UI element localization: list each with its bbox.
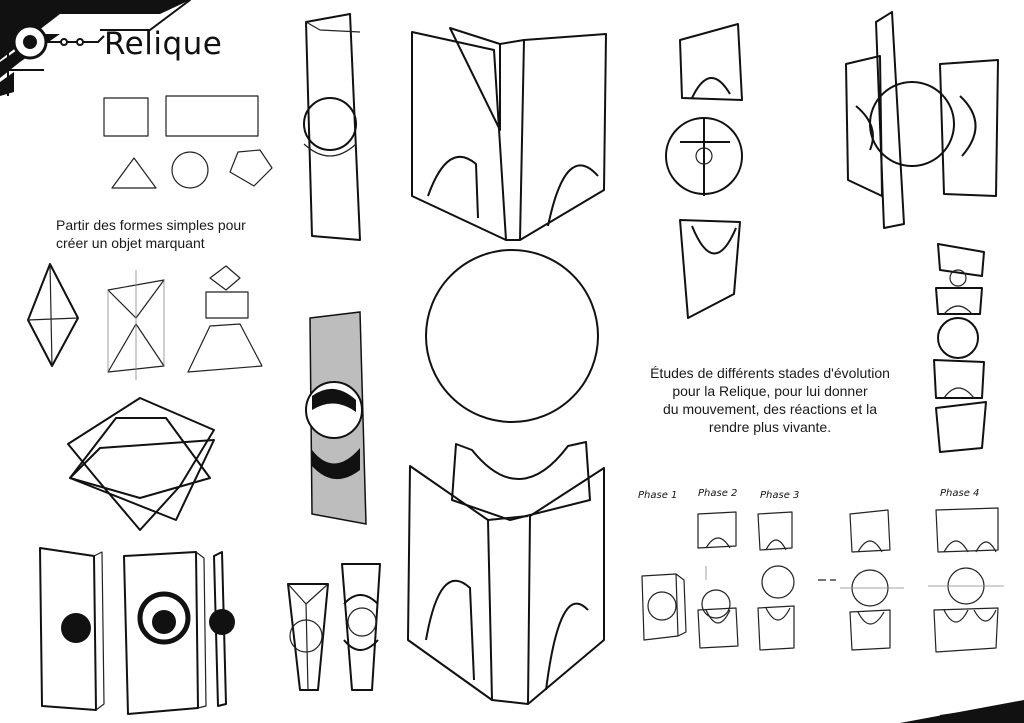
pillar-sketch-top bbox=[304, 14, 360, 240]
caption-line: Partir des formes simples pour bbox=[56, 217, 246, 233]
slab-sketches bbox=[40, 548, 235, 714]
caption-line: rendre plus vivante. bbox=[708, 419, 832, 435]
brand-title: Relique bbox=[104, 26, 223, 62]
phase-2-label: Phase 2 bbox=[698, 488, 738, 499]
simple-shapes-caption bbox=[56, 216, 296, 252]
phase-3-label: Phase 3 bbox=[760, 490, 800, 501]
relique-assembled-right bbox=[846, 12, 998, 228]
evolution-caption bbox=[620, 364, 920, 436]
caption-line: du mouvement, des réactions et la bbox=[662, 401, 877, 417]
relique-sphere bbox=[426, 250, 598, 422]
relique-structure-top bbox=[412, 28, 606, 240]
caption-line: pour la Relique, pour lui donner bbox=[672, 383, 868, 399]
pillar-sketch-hatched bbox=[306, 312, 366, 524]
arch-piece-sketches bbox=[666, 24, 742, 318]
relique-stack-right bbox=[934, 244, 986, 452]
phase-sketches bbox=[642, 508, 1004, 652]
relique-structure-bottom bbox=[408, 442, 604, 704]
phase-1-label: Phase 1 bbox=[638, 490, 678, 501]
geometric-forms-sketch bbox=[28, 264, 262, 530]
basic-shapes-sketch bbox=[104, 96, 272, 188]
phase-4-label: Phase 4 bbox=[940, 488, 980, 499]
prism-sketches bbox=[288, 564, 380, 690]
caption-line: créer un objet marquant bbox=[56, 235, 205, 251]
corner-deco-icon bbox=[900, 700, 1024, 723]
caption-line: Études de différents stades d'évolution bbox=[650, 365, 890, 381]
